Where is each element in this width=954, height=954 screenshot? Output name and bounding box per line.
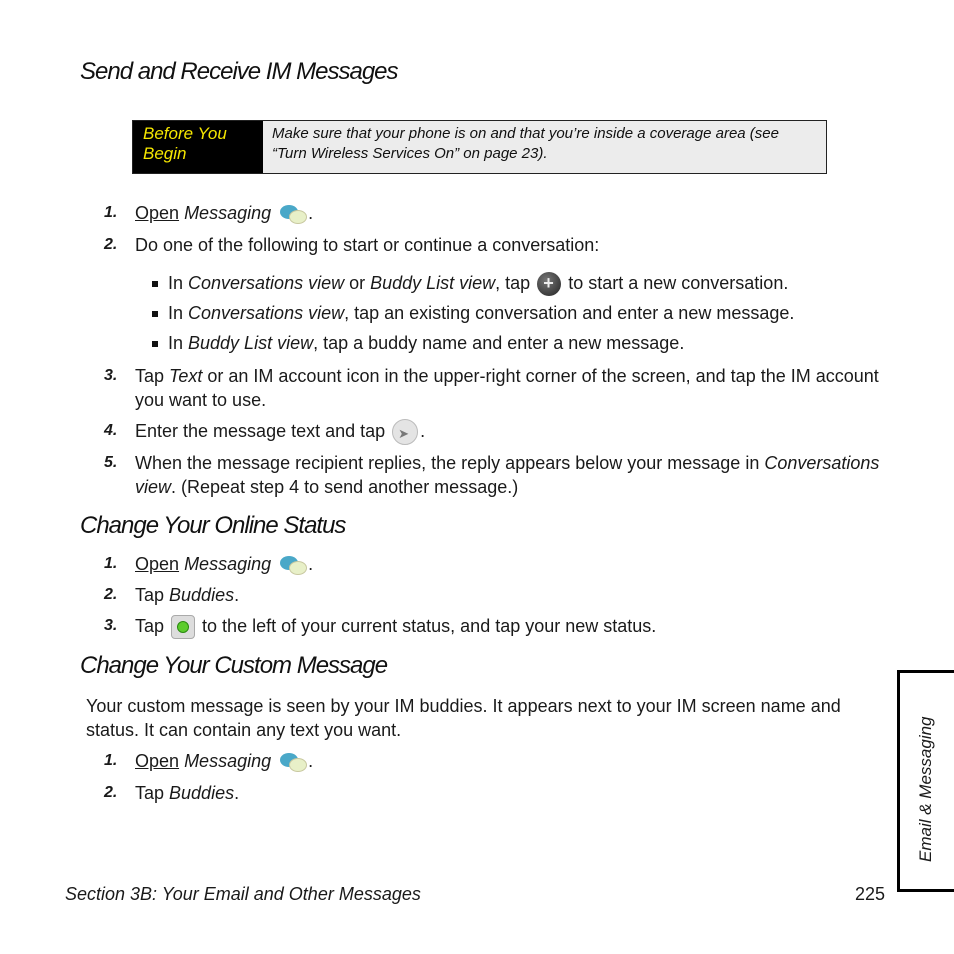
step-number: 1.	[104, 555, 118, 572]
bullet-rest: to start a new conversation.	[563, 273, 789, 293]
step-number: 3.	[104, 617, 118, 634]
buddy-list-view-label: Buddy List view	[188, 333, 314, 353]
open-link[interactable]: Open	[135, 203, 180, 223]
text-label: Text	[169, 366, 203, 386]
messaging-label: Messaging	[184, 751, 272, 771]
step-tap: Tap	[135, 783, 170, 803]
buddy-list-view-label: Buddy List view	[370, 273, 496, 293]
step-number: 2.	[104, 586, 118, 603]
bullet-tap: , tap	[495, 273, 531, 293]
bullet-buddy-name	[152, 331, 872, 355]
send-step-3	[104, 364, 884, 412]
before-you-begin-text: Make sure that your phone is on and that you’re inside a coverage area (see “Turn Wireless Services On” on page 23).	[263, 121, 826, 173]
conversations-view-label: Conversations view	[135, 453, 880, 497]
bullet-in: In	[168, 333, 189, 353]
send-step-2	[104, 233, 884, 257]
send-step-4	[104, 419, 884, 445]
send-step-5	[104, 451, 884, 499]
status-step-1	[104, 552, 884, 576]
bullet-rest: , tap an existing conversation and enter a new message.	[344, 303, 795, 323]
step-tap: Tap	[135, 585, 170, 605]
heading-send-receive: Send and Receive IM Messages	[80, 58, 398, 85]
conversations-view-label: Conversations view	[188, 273, 345, 293]
open-link[interactable]: Open	[135, 554, 180, 574]
step-rest: to the left of your current status, and tap your new status.	[197, 616, 657, 636]
step-rest: or an IM account icon in the upper-right corner of the screen, and tap the IM account you want to use.	[135, 366, 879, 410]
bullet-in: In	[168, 273, 189, 293]
step-tap: Tap	[135, 366, 170, 386]
punct: .	[308, 203, 314, 223]
before-you-begin-box	[132, 120, 827, 174]
step-number: 4.	[104, 422, 118, 439]
messaging-label: Messaging	[184, 203, 272, 223]
messaging-icon	[280, 751, 306, 773]
step-text: Enter the message text and tap	[135, 421, 386, 441]
status-step-3	[104, 614, 884, 639]
punct: .	[234, 585, 240, 605]
bullet-square	[152, 311, 158, 317]
custom-step-2	[104, 781, 884, 805]
status-step-2	[104, 583, 884, 607]
custom-message-paragraph: Your custom message is seen by your IM buddies. It appears next to your IM screen name and status. It can contain any text you want.	[86, 696, 841, 740]
bullet-square	[152, 341, 158, 347]
step-number: 2.	[104, 784, 118, 801]
punct: .	[420, 421, 426, 441]
section-side-tab	[897, 670, 954, 892]
conversations-view-label: Conversations view	[188, 303, 345, 323]
heading-custom-message: Change Your Custom Message	[80, 652, 388, 679]
heading-online-status: Change Your Online Status	[80, 512, 346, 539]
bullet-or: or	[344, 273, 371, 293]
buddies-label: Buddies	[169, 783, 235, 803]
open-link[interactable]: Open	[135, 751, 180, 771]
messaging-icon	[280, 554, 306, 576]
bullet-in: In	[168, 303, 189, 323]
messaging-label: Messaging	[184, 554, 272, 574]
step-text: When the message recipient replies, the reply appears below your message in	[135, 453, 765, 473]
bullet-rest: , tap a buddy name and enter a new message.	[313, 333, 685, 353]
side-tab-label: Email & Messaging	[916, 716, 935, 862]
bullet-square	[152, 281, 158, 287]
step-tap: Tap	[135, 616, 165, 636]
step-number: 5.	[104, 454, 118, 471]
bullet-new-conversation	[152, 271, 872, 296]
punct: .	[234, 783, 240, 803]
custom-step-1	[104, 749, 884, 773]
step-text: Do one of the following to start or continue a conversation:	[135, 235, 600, 255]
messaging-icon	[280, 203, 306, 225]
step-rest: . (Repeat step 4 to send another message.)	[171, 477, 519, 497]
bullet-existing-conversation	[152, 301, 872, 325]
send-step-1	[104, 201, 884, 225]
step-number: 3.	[104, 367, 118, 384]
punct: .	[308, 751, 314, 771]
step-number: 1.	[104, 752, 118, 769]
before-you-begin-label: Before You Begin	[133, 121, 263, 173]
step-number: 1.	[104, 204, 118, 221]
status-icon	[171, 615, 195, 639]
send-icon	[392, 419, 418, 445]
step-number: 2.	[104, 236, 118, 253]
footer-page-number: 225	[855, 884, 886, 904]
buddies-label: Buddies	[169, 585, 235, 605]
footer-section: Section 3B: Your Email and Other Messages	[65, 884, 421, 904]
punct: .	[308, 554, 314, 574]
new-conversation-icon	[537, 272, 561, 296]
